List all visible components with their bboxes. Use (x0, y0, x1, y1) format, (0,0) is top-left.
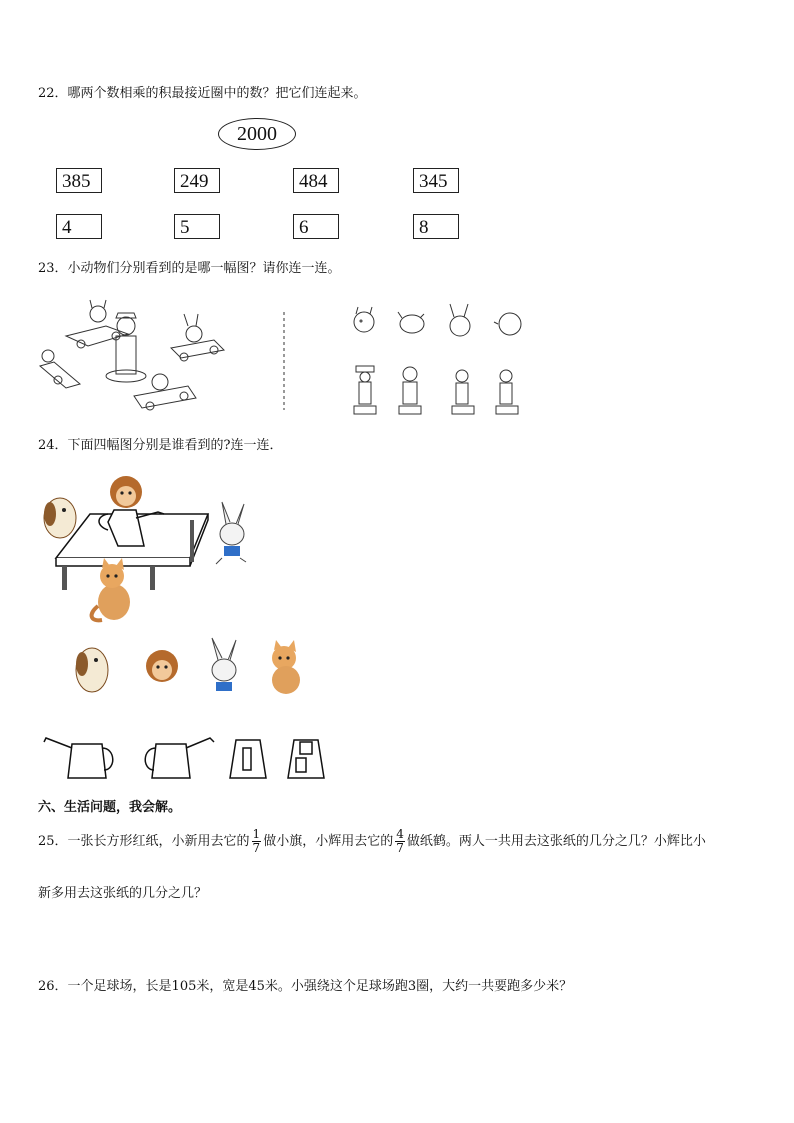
q23-policeman-views (350, 364, 530, 418)
question-25-part-3: 做纸鹤。两人一共用去这张纸的几分之几？小辉比小 (406, 834, 706, 849)
question-25-part-2: 做小旗，小辉用去它的 (263, 834, 394, 849)
fraction-one-seventh (252, 828, 262, 855)
target-number-oval: 2000 (218, 118, 296, 150)
bottom-number-box-2[interactable]: 5 (174, 214, 220, 239)
question-23-text: 23．小动物们分别看到的是哪一幅图？请你连一连。 (38, 261, 341, 276)
top-number-box-2[interactable]: 249 (174, 168, 220, 193)
question-25-line-2: 新多用去这张纸的几分之几？ (38, 886, 208, 901)
q23-divider-line (282, 312, 286, 410)
question-24-text: 24．下面四幅图分别是谁看到的?连一连． (38, 438, 283, 453)
bottom-number-box-3[interactable]: 6 (293, 214, 339, 239)
top-number-box-4[interactable]: 345 (413, 168, 459, 193)
q24-view-3-watering-can-front (228, 734, 268, 780)
fraction-four-sevenths (395, 828, 405, 855)
question-22-text: 22．哪两个数相乘的积最接近圈中的数？把它们连起来。 (38, 86, 367, 101)
q24-view-4-watering-can-back (286, 734, 326, 780)
top-number-box-1[interactable]: 385 (56, 168, 102, 193)
question-26-text: 26．一个足球场，长是105米，宽是45米。小强绕这个足球场跑3圈，大约一共要跑多少米？ (38, 979, 573, 994)
q23-scene-illustration (36, 296, 276, 418)
section-6-title: 六、生活问题，我会解。 (38, 800, 182, 815)
bottom-number-box-1[interactable]: 4 (56, 214, 102, 239)
q24-view-2-watering-can-right (140, 734, 216, 780)
top-number-box-3[interactable]: 484 (293, 168, 339, 193)
fraction-1-numerator: 1 (252, 827, 261, 841)
question-25-line-1 (38, 828, 706, 855)
question-25-part-1: 25．一张长方形红纸，小新用去它的 (38, 834, 250, 849)
fraction-1-denominator: 7 (252, 841, 261, 855)
fraction-2-numerator: 4 (396, 827, 404, 841)
q23-animal-faces (350, 302, 530, 342)
q24-view-1-watering-can-left (42, 734, 118, 780)
q24-table-scene (40, 474, 260, 624)
fraction-2-denominator: 7 (396, 841, 404, 855)
q24-animal-row (70, 636, 310, 698)
bottom-number-box-4[interactable]: 8 (413, 214, 459, 239)
